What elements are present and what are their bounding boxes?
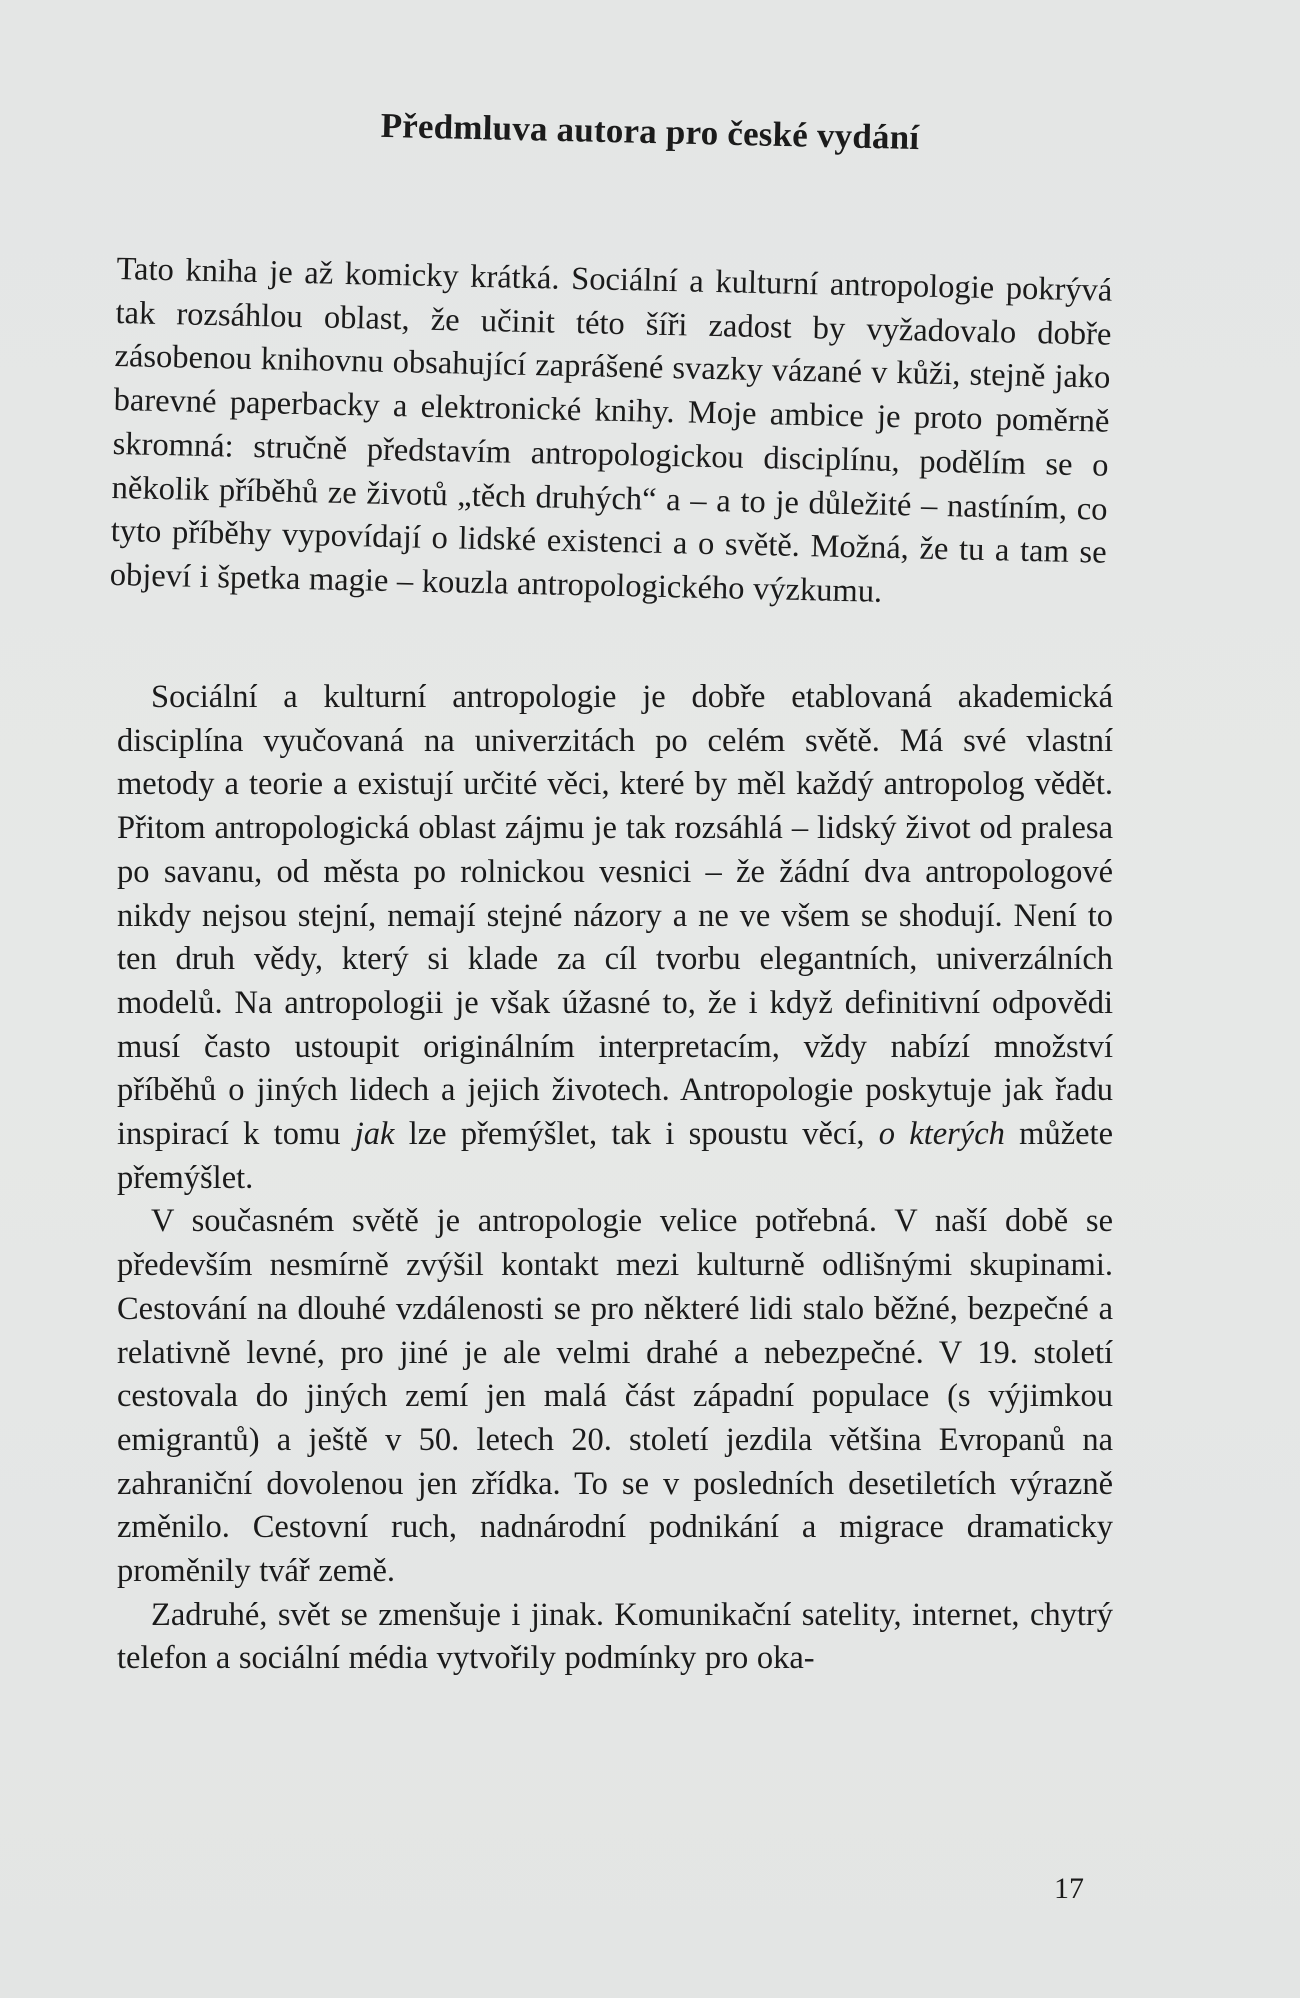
paragraph-1 <box>109 248 1112 619</box>
paragraph-text: můžete přemýšlet. <box>117 1116 1113 1196</box>
paragraph-2 <box>117 676 1113 1200</box>
chapter-title: Předmluva autora pro české vydání <box>380 105 920 158</box>
paragraph-4 <box>117 1594 1113 1681</box>
paragraph-text: Tato kniha je až komicky krátká. Sociální a kulturní antropologie pokrývá tak rozsáhlou oblast, že učinit této šíři zadost by vyžadovalo dobře zásobenou knihovnu obsahující zaprášené svazky vázané v kůži, stejně jako barevné paperbacky a elektronické knihy. Moje ambice je proto poměrně skromná: stručně představím antropologickou disciplínu, podělím se o několik příběhů ze životů „těch druhých“ a – a to je důležité – nastíním, co tyto příběhy vypovídají o lidské existenci a o světě. Možná, že tu a tam se objeví i špetka magie – kouzla antropologického výzkumu. <box>109 250 1113 610</box>
paragraph-text: lze přemýšlet, tak i spoustu věcí, <box>394 1116 879 1153</box>
paragraph-3 <box>117 1200 1113 1593</box>
paragraph-text: Sociální a kulturní antropologie je dobře etablovaná akademická disciplína vyučovaná na univerzitách po celém světě. Má své vlastní metody a teorie a existují určité věci, které by měl každý antropolog vědět. Přitom antropologická oblast zájmu je tak rozsáhlá – lidský život od pralesa po savanu, od města po rolnickou vesnici – že žádní dva antropologové nikdy nejsou stejní, nemají stejné názory a ne ve všem se shodují. Není to ten druh vědy, který si klade za cíl tvorbu elegantních, univerzálních modelů. Na antropologii je však úžasné to, že i když definitivní odpovědi musí často ustoupit originálním interpretacím, vždy nabízí množství příběhů o jiných lidech a jejich životech. Antropologie poskytuje jak řadu inspirací k tomu <box>117 679 1113 1153</box>
paragraph-text: Zadruhé, svět se zmenšuje i jinak. Komunikační satelity, internet, chytrý telefon a sociální média vytvořily podmínky pro oka- <box>117 1596 1113 1677</box>
italic-emphasis: jak <box>354 1116 395 1153</box>
italic-emphasis: o kterých <box>878 1116 1005 1153</box>
body-text-lower <box>117 676 1113 1681</box>
paragraph-text: V současném světě je antropologie velice potřebná. V naší době se především nesmírně zvýšil kontakt mezi kulturně odlišnými skupinami. Cestování na dlouhé vzdálenosti se pro některé lidi stalo běžné, bezpečné a relativně levné, pro jiné je ale velmi drahé a nebezpečné. V 19. století cestovala do jiných zemí jen malá část západní populace (s výjimkou emigrantů) a ještě v 50. letech 20. století jezdila většina Evropanů na zahraniční dovolenou jen zřídka. To se v posledních desetiletích výrazně změnilo. Cestovní ruch, nadnárodní podnikání a migrace dramaticky proměnily tvář země. <box>117 1203 1113 1590</box>
body-text-upper <box>109 248 1112 619</box>
page-number: 17 <box>1054 1872 1084 1905</box>
